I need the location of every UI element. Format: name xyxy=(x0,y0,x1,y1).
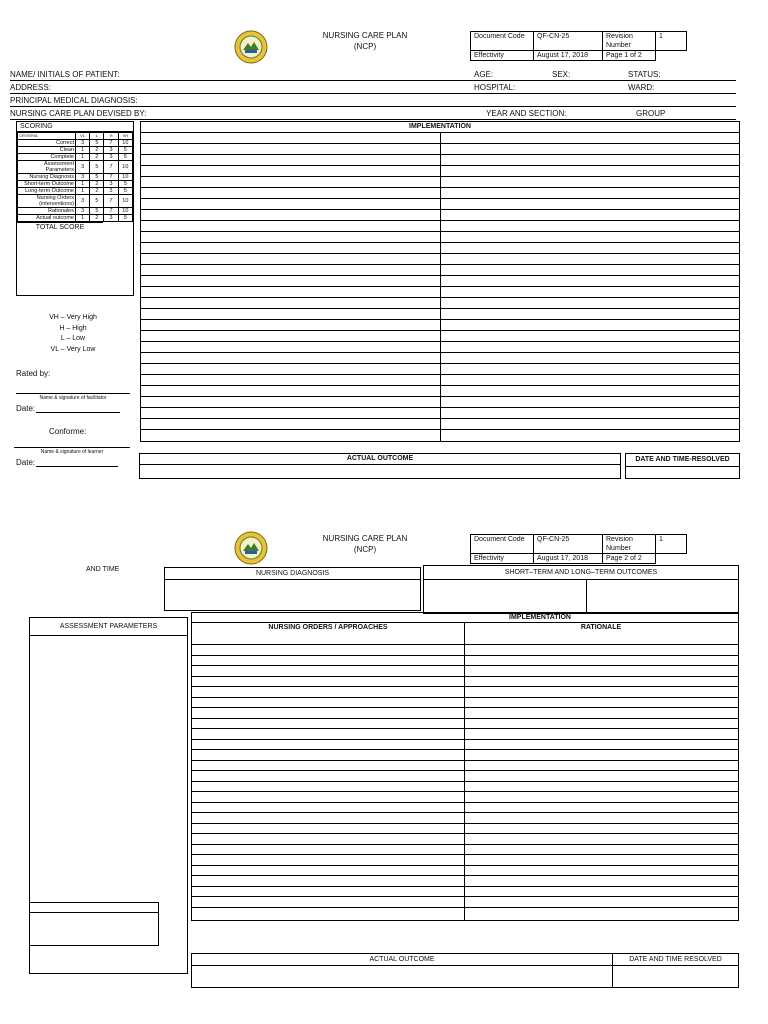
criteria-header: CRITERIA xyxy=(18,133,76,140)
scoring-row xyxy=(18,188,133,195)
actual-outcome-label-p1: ACTUAL OUTCOME xyxy=(140,454,620,465)
scoring-panel xyxy=(16,121,134,296)
scoring-criterion: Short-term Outcome xyxy=(18,181,76,188)
ward-label: WARD: xyxy=(628,83,655,92)
ruled-line xyxy=(192,833,738,834)
ruled-line xyxy=(192,907,738,908)
ruled-line xyxy=(141,253,739,254)
implementation-grid-p1 xyxy=(140,121,740,442)
scoring-value: 3 xyxy=(76,195,90,208)
ruled-line xyxy=(141,297,739,298)
ruled-line xyxy=(192,655,738,656)
scoring-value: 10 xyxy=(118,195,132,208)
scoring-row xyxy=(18,174,133,181)
ruled-line xyxy=(141,275,739,276)
scoring-value: 1 xyxy=(76,154,90,161)
scoring-value: 3 xyxy=(76,208,90,215)
ruled-line xyxy=(141,165,739,166)
ruled-line xyxy=(141,176,739,177)
scoring-value: 2 xyxy=(90,181,104,188)
scoring-value: 3 xyxy=(104,215,118,222)
implementation-header-p2: IMPLEMENTATION xyxy=(509,614,571,621)
ruled-line xyxy=(141,319,739,320)
facilitator-caption: Name & signature of facilitator xyxy=(39,395,107,401)
scoring-value: 5 xyxy=(90,140,104,147)
ruled-line xyxy=(192,697,738,698)
school-seal-logo xyxy=(234,30,268,64)
ruled-line xyxy=(141,385,739,386)
and-time-label: AND TIME xyxy=(86,566,120,573)
ruled-line xyxy=(192,770,738,771)
ruled-line xyxy=(192,707,738,708)
scoring-value: 3 xyxy=(104,181,118,188)
document-control-box: Document Code QF-CN-25 Revision Number 1 Effectivity August 17, 2018 Page 1 of 2 xyxy=(470,31,687,61)
ruled-line xyxy=(192,865,738,866)
ruled-line xyxy=(192,896,738,897)
facilitator-signature-line xyxy=(16,393,130,394)
scoring-value: 5 xyxy=(118,154,132,161)
scoring-value: 7 xyxy=(104,161,118,174)
scoring-value: 2 xyxy=(90,154,104,161)
date-resolved-box-p1 xyxy=(625,453,740,479)
date-label-2: Date: xyxy=(16,458,36,467)
ruled-line xyxy=(192,844,738,845)
scoring-value: 3 xyxy=(76,140,90,147)
ruled-line xyxy=(192,644,738,645)
scoring-value: 3 xyxy=(104,188,118,195)
scoring-criterion: Clean xyxy=(18,147,76,154)
ruled-line xyxy=(192,686,738,687)
outcomes-box xyxy=(423,565,739,614)
scoring-value: 3 xyxy=(76,161,90,174)
legend-vl: VL – Very Low xyxy=(50,345,96,353)
vl-header: VL xyxy=(76,133,90,140)
nursing-orders-header: NURSING ORDERS / APPROACHES xyxy=(192,622,464,633)
ruled-line xyxy=(141,154,739,155)
scoring-value: 3 xyxy=(104,154,118,161)
scoring-value: 7 xyxy=(104,208,118,215)
scoring-row xyxy=(18,147,133,154)
assessment-parameters-box xyxy=(29,617,188,974)
l-header: L xyxy=(90,133,104,140)
scoring-value: 10 xyxy=(118,140,132,147)
ruled-line xyxy=(192,886,738,887)
scoring-value: 5 xyxy=(118,147,132,154)
name-label: NAME/ INITIALS OF PATIENT: xyxy=(10,70,120,79)
ruled-line xyxy=(192,728,738,729)
ruled-line xyxy=(192,665,738,666)
devised-by-label: NURSING CARE PLAN DEVISED BY: xyxy=(10,109,147,118)
scoring-title: SCORING xyxy=(17,122,133,132)
ruled-line xyxy=(192,791,738,792)
ruled-line xyxy=(192,718,738,719)
ruled-line xyxy=(141,429,739,430)
ruled-line xyxy=(141,363,739,364)
implementation-grid-p2 xyxy=(191,612,739,921)
scoring-criterion: Actual outcome xyxy=(18,215,76,222)
date-line-2 xyxy=(36,466,118,467)
form-title-p2: NURSING CARE PLAN (NCP) xyxy=(322,534,408,554)
ruled-line xyxy=(141,242,739,243)
document-control-box-p2: Document Code QF-CN-25 Revision Number 1 Effectivity August 17, 2018 Page 2 of 2 xyxy=(470,534,687,564)
scoring-value: 1 xyxy=(76,147,90,154)
scoring-row xyxy=(18,154,133,161)
diagnosis-label: PRINCIPAL MEDICAL DIAGNOSIS: xyxy=(10,96,138,105)
scoring-value: 5 xyxy=(90,174,104,181)
date-resolved-label-p1: DATE AND TIME-RESOLVED xyxy=(626,454,739,467)
ruled-line xyxy=(141,231,739,232)
scoring-value: 2 xyxy=(90,188,104,195)
patient-line-4 xyxy=(10,119,736,120)
h-header: H xyxy=(104,133,118,140)
ruled-line xyxy=(141,209,739,210)
scoring-value: 5 xyxy=(90,195,104,208)
learner-caption: Name & signature of learner xyxy=(40,449,104,455)
scoring-criterion: Rationales xyxy=(18,208,76,215)
scoring-value: 5 xyxy=(90,208,104,215)
scoring-value: 3 xyxy=(76,174,90,181)
scoring-row xyxy=(18,215,133,222)
scoring-row xyxy=(18,195,133,208)
impl-divider-p1 xyxy=(440,133,441,441)
scoring-value: 10 xyxy=(118,208,132,215)
scoring-value: 1 xyxy=(76,215,90,222)
age-label: AGE: xyxy=(474,70,494,79)
legend-l: L – Low xyxy=(60,335,86,342)
rated-by-label: Rated by: xyxy=(16,369,51,378)
implementation-header-p1: IMPLEMENTATION xyxy=(141,122,739,133)
ruled-line xyxy=(141,352,739,353)
rating-legend xyxy=(30,313,116,355)
group-label: GROUP xyxy=(636,109,666,118)
scoring-table xyxy=(17,132,133,222)
address-label: ADDRESS: xyxy=(10,83,51,92)
scoring-criterion: Nursing Orders (interventions) xyxy=(18,195,76,208)
scoring-value: 5 xyxy=(90,161,104,174)
nursing-diagnosis-box xyxy=(164,567,421,611)
scoring-value: 2 xyxy=(90,147,104,154)
scoring-value: 5 xyxy=(118,215,132,222)
status-label: STATUS: xyxy=(628,70,661,79)
assessment-parameters-label: ASSESSMENT PARAMETERS xyxy=(30,618,187,636)
scoring-value: 7 xyxy=(104,140,118,147)
scoring-value: 7 xyxy=(104,174,118,181)
rationale-header: RATIONALE xyxy=(464,622,738,633)
learner-signature-line xyxy=(14,447,130,448)
ruled-line xyxy=(141,341,739,342)
ruled-line xyxy=(192,854,738,855)
ruled-line xyxy=(192,812,738,813)
scoring-value: 10 xyxy=(118,174,132,181)
sex-label: SEX: xyxy=(552,70,571,79)
ruled-line xyxy=(141,418,739,419)
ruled-line xyxy=(192,875,738,876)
ruled-line xyxy=(141,286,739,287)
scoring-row xyxy=(18,208,133,215)
ruled-line xyxy=(192,749,738,750)
scoring-value: 3 xyxy=(104,147,118,154)
scoring-value: 5 xyxy=(118,188,132,195)
actual-outcome-box-p1 xyxy=(139,453,621,479)
ruled-line xyxy=(141,374,739,375)
ruled-line xyxy=(192,802,738,803)
scoring-value: 10 xyxy=(118,161,132,174)
ruled-line xyxy=(141,308,739,309)
year-section-label: YEAR AND SECTION: xyxy=(486,109,567,118)
ruled-line xyxy=(192,823,738,824)
ruled-line xyxy=(192,781,738,782)
ruled-line xyxy=(141,407,739,408)
date-resolved-label-p2: DATE AND TIME RESOLVED xyxy=(613,954,738,966)
scoring-criterion: Assessment Parameters xyxy=(18,161,76,174)
scoring-row xyxy=(18,140,133,147)
scoring-value: 5 xyxy=(118,181,132,188)
legend-h: H – High xyxy=(59,324,87,332)
ruled-line xyxy=(141,187,739,188)
scoring-criterion: Long-term Outcome xyxy=(18,188,76,195)
patient-line-3 xyxy=(10,106,736,107)
scoring-criterion: Correct xyxy=(18,140,76,147)
outcomes-label: SHORT–TERM AND LONG–TERM OUTCOMES xyxy=(424,566,738,580)
ruled-line xyxy=(141,396,739,397)
patient-line-2 xyxy=(10,93,736,94)
ruled-line xyxy=(141,264,739,265)
scoring-value: 7 xyxy=(104,195,118,208)
scoring-row xyxy=(18,161,133,174)
ruled-line xyxy=(192,739,738,740)
date-label-1: Date: xyxy=(16,404,36,413)
ruled-line xyxy=(141,198,739,199)
assessment-subbox xyxy=(30,902,159,946)
vh-header: VH xyxy=(118,133,132,140)
scoring-row xyxy=(18,181,133,188)
hospital-label: HOSPITAL: xyxy=(474,83,516,92)
scoring-criterion: Nursing Diagnosis xyxy=(18,174,76,181)
ruled-line xyxy=(192,676,738,677)
nursing-diagnosis-label: NURSING DIAGNOSIS xyxy=(165,568,420,580)
date-line-1 xyxy=(36,412,120,413)
actual-outcome-box-p2 xyxy=(191,953,739,988)
scoring-criterion: Complete xyxy=(18,154,76,161)
scoring-value: 1 xyxy=(76,188,90,195)
ruled-line xyxy=(141,143,739,144)
form-title: NURSING CARE PLAN (NCP) xyxy=(322,31,408,51)
patient-line-1 xyxy=(10,80,736,81)
scoring-value: 2 xyxy=(90,215,104,222)
legend-vh: VH – Very High xyxy=(49,314,97,321)
scoring-value: 1 xyxy=(76,181,90,188)
ruled-line xyxy=(192,760,738,761)
total-score-label: TOTAL SCORE xyxy=(17,222,103,233)
school-seal-logo-p2 xyxy=(234,531,268,565)
ruled-line xyxy=(141,330,739,331)
actual-outcome-label-p2: ACTUAL OUTCOME xyxy=(192,954,612,966)
conforme-label: Conforme: xyxy=(49,427,87,436)
outcomes-divider xyxy=(586,580,587,613)
ruled-line xyxy=(141,220,739,221)
